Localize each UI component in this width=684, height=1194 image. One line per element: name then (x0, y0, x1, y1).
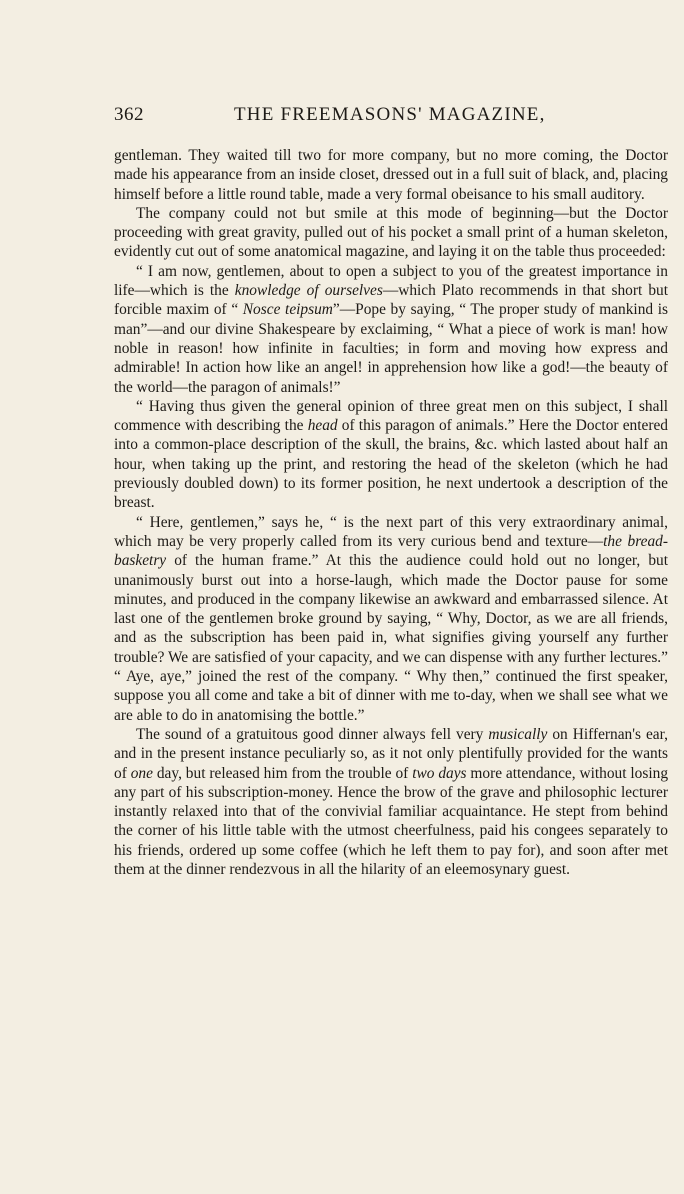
italic-text: two days (412, 764, 467, 782)
text-segment: “ Here, gentlemen,” says he, “ is the next part of this very extraordinary animal, which may be very properly called from its very curious bend and texture— (114, 513, 668, 550)
paragraph (114, 397, 668, 513)
running-title: THE FREEMASONS' MAGAZINE, (234, 104, 546, 125)
article-body (114, 146, 668, 879)
italic-text: musically (488, 725, 548, 743)
text-segment: of the human frame.” At this the audience could hold out no longer, but unanimously burst out into a horse-laugh, which made the Doctor pause for some minutes, and produced in the company likewise an awkward and embarrassed silence. At last one of the gentlemen broke ground by saying, “ Why, Doctor, as we are all friends, and as the subscription has been paid in, what signifies giving yourself any further trouble? We are satisfied of your capacity, and we can dispense with any further lectures.” “ Aye, aye,” joined the rest of the company. “ Why then,” continued the first speaker, suppose you all come and take a bit of dinner with me to-day, when we shall see what we are able to do in anatomising the bottle.” (114, 552, 668, 724)
text-segment: The sound of a gratuitous good dinner always fell very (136, 725, 489, 743)
text-segment: —which Plato recommends in that short but forcible maxim of “ (114, 282, 668, 319)
italic-text: head (307, 417, 338, 435)
italic-text: one (130, 764, 153, 782)
text-segment: more attendance, without losing any part of his subscription-money. Hence the brow of the grave and philosophic lecturer instantly relaxed into that of the convivial familiar acquaintance. He stept from behind the corner of his little table with the utmost cheerfulness, paid his congees separately to his friends, ordered up some coffee (which he left them to pay for), and soon after met them at the dinner rendezvous in all the hilarity of an eleemosynary guest. (114, 764, 669, 878)
italic-text: knowledge of ourselves (234, 282, 383, 300)
italic-text: Nosce teipsum (242, 301, 333, 319)
text-segment: “ Having thus given the general opinion of three great men on this subject, I shall commence with describing the (114, 397, 668, 435)
paragraph (114, 513, 668, 725)
text-segment: The company could not but smile at this mode of beginning—but the Doctor proceeding with great gravity, pulled out of his pocket a small print of a human skeleton, evidently cut out of some anatomical magazine, and laying it on the table thus proceeded: (114, 204, 668, 261)
paragraph (114, 262, 668, 397)
paragraph (114, 204, 668, 262)
text-segment: day, but released him from the trouble of (152, 764, 413, 782)
paragraph (114, 146, 668, 204)
text-segment: of this paragon of animals.” Here the Doctor entered into a common-place description of the skull, the brains, &c. which lasted about half an hour, when taking up the print, and restoring the head of the skeleton (which he had previously doubled down) to its former position, he next undertook a description of the breast. (114, 417, 669, 512)
page-header (114, 104, 668, 134)
paragraph (114, 725, 668, 879)
text-segment: “ I am now, gentlemen, about to open a subject to you of the greatest importance in life—which is the (114, 262, 668, 300)
text-segment: on Hiffernan's ear, and in the present instance peculiarly so, as it not only plentifully provided for the wants of (114, 725, 668, 782)
page-number: 362 (114, 104, 144, 125)
italic-text: the bread-basketry (114, 532, 668, 570)
text-segment: ”—Pope by saying, “ The proper study of mankind is man”—and our divine Shakespeare by exclaiming, “ What a piece of work is man! how noble in reason! how infinite in faculties; in form and moving how express and admirable! In action how like an angel! in apprehension how like a god!—the beauty of the world—the paragon of animals!” (114, 301, 668, 396)
text-segment: gentleman. They waited till two for more company, but no more coming, the Doctor made his appearance from an inside closet, dressed out in a full suit of black, and, placing himself before a little round table, made a very formal obeisance to his small auditory. (114, 147, 668, 203)
